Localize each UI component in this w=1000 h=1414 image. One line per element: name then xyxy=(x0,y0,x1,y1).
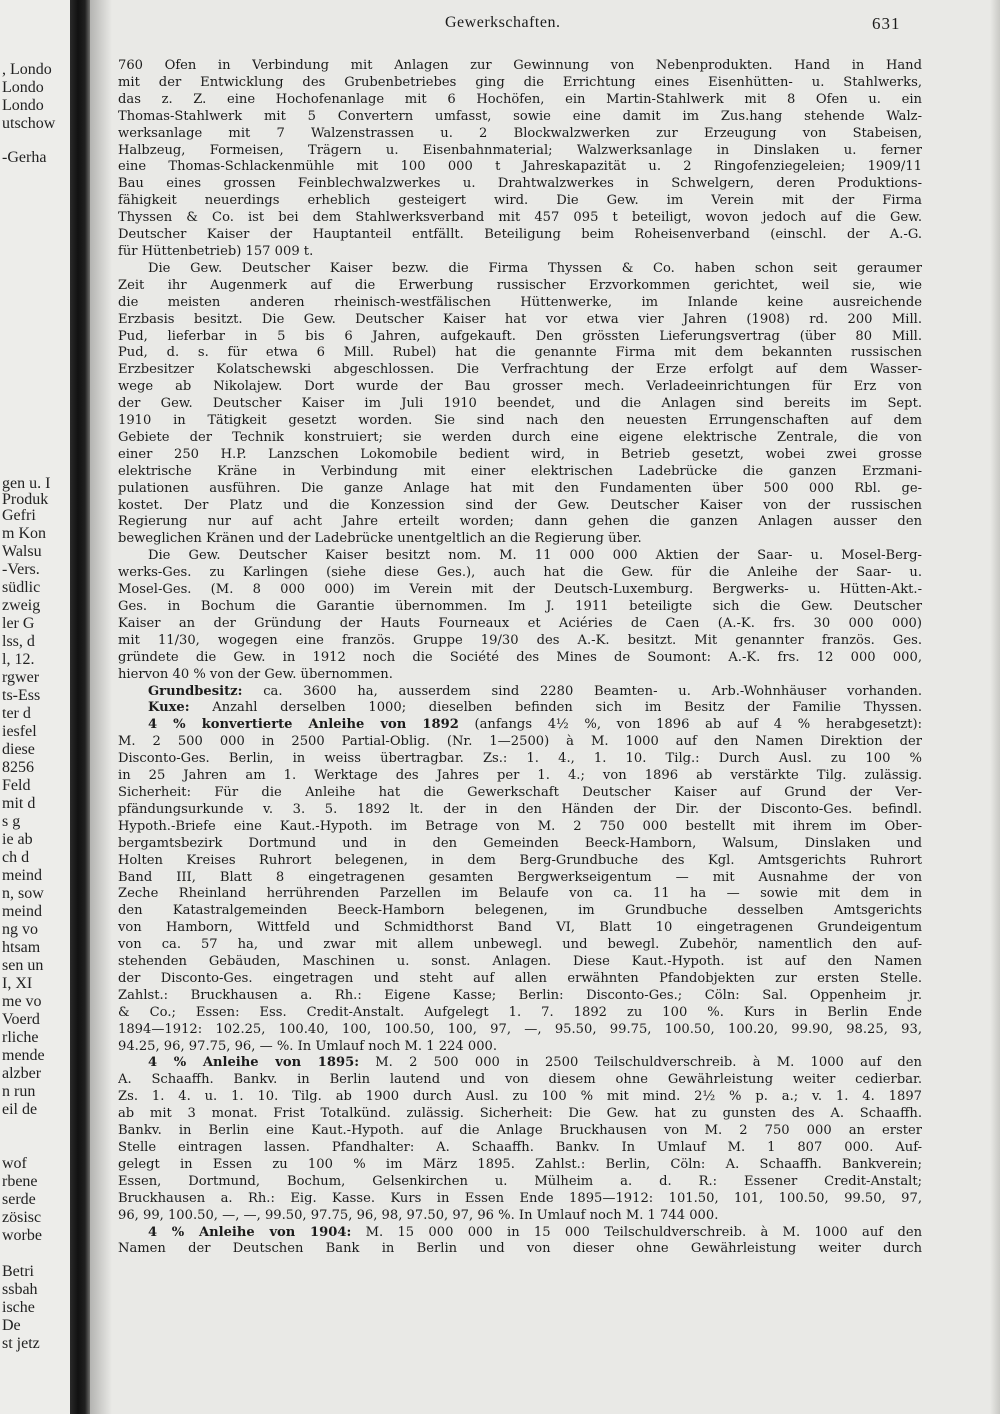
margin-fragment: zösisc xyxy=(2,1210,42,1226)
text-line xyxy=(118,751,922,768)
page-edge-shadow xyxy=(990,0,1000,1414)
text-line xyxy=(118,531,922,548)
line-text: Zeit ihr Augenmerk auf die Erwerbung russischer Erzvorkommen gerichtet, weil sie, wie xyxy=(118,277,922,293)
margin-fragment: iesfel xyxy=(2,724,37,740)
line-text: Zeche Rheinland herrührenden Parzellen im Belaufe von ca. 11 ha — sowie mit dem in xyxy=(118,886,922,902)
line-text: von ca. 57 ha, und zwar mit allem unbewegl. und bewegl. Zubehör, namentlich den auf- xyxy=(118,937,922,953)
text-line xyxy=(118,819,922,836)
margin-fragment: eil de xyxy=(2,1102,38,1118)
line-text: Die Gew. Deutscher Kaiser bezw. die Firma Thyssen & Co. haben schon seit geraumer xyxy=(148,260,922,276)
line-text: Regierung nur auf acht Jahre erteilt worden; dann gehen die ganzen Anlagen ausser den xyxy=(118,514,922,530)
text-line xyxy=(118,176,922,193)
line-text: eine Thomas-Schlackenmühle mit 100 000 t Jahreskapazität u. 2 Ringofenziegeleien; 1909/11 xyxy=(118,159,922,175)
line-text: Essen, Dortmund, Bochum, Gelsenkirchen u. Mülheim a. d. R.: Essener Credit-Anstalt; xyxy=(118,1173,922,1189)
line-text: kostet. Der Platz und die Konzession sind der Gew. Deutscher Kaiser von der russischen xyxy=(118,497,922,513)
margin-fragment: , Londo xyxy=(2,62,52,78)
line-text: gründete die Gew. in 1912 noch die Société des Mines de Soumont: A.-K. frs. 12 000 000, xyxy=(118,649,922,665)
line-text: Thyssen & Co. ist bei dem Stahlwerksverband mit 457 095 t beteiligt, wovon jedoch auf die Gew. xyxy=(118,210,922,226)
text-line xyxy=(118,126,922,143)
margin-fragment: ler G xyxy=(2,616,35,632)
margin-fragment: -Vers. xyxy=(2,562,40,578)
margin-fragment: Gefri xyxy=(2,508,36,524)
text-line xyxy=(118,278,922,295)
margin-fragment: zweig xyxy=(2,598,41,614)
line-text: Pud, d. s. für etwa 6 Mill. Rubel) hat die genannte Firma mit dem bekannten russischen xyxy=(118,345,922,361)
line-text: mit 11/30, wogegen eine französ. Gruppe 19/30 des A.-K. besitzt. Mit genannter französ. Ges. xyxy=(118,632,922,648)
previous-page-margin xyxy=(0,0,70,1414)
text-line xyxy=(118,1174,922,1191)
margin-fragment: Londo xyxy=(2,80,44,96)
text-line xyxy=(118,870,922,887)
section-heading: 4 % Anleihe von 1904: xyxy=(148,1224,352,1240)
line-text: Bankv. in Berlin eine Kaut.-Hypoth. auf die Anlage Bruckhausen von M. 2 750 000 an erster xyxy=(118,1123,922,1139)
text-line xyxy=(118,1005,922,1022)
text-line xyxy=(118,1191,922,1208)
text-line xyxy=(118,1106,922,1123)
line-text: 1894—1912: 102.25, 100.40, 100, 100.50, 100, 97, —, 95.50, 99.75, 100.50, 100.20, 99.90, 98.25, 93, xyxy=(118,1021,922,1037)
text-line xyxy=(118,481,922,498)
margin-fragment: Londo xyxy=(2,98,44,114)
line-text: fähigkeit neuerdings erheblich gesteigert wird. Die Gew. im Verein mit der Firma xyxy=(118,193,922,209)
line-text: Erzbesitzer Kolatschewski abgeschlossen. Die Verfrachtung der Erze erfolgt auf dem Wasser- xyxy=(118,362,922,378)
text-line xyxy=(118,447,922,464)
text-line xyxy=(118,413,922,430)
line-text: 96, 99, 100.50, —, —, 99.50, 97.75, 96, 98, 97.50, 97, 96 %. In Umlauf noch M. 1 744 000. xyxy=(118,1207,719,1223)
text-line xyxy=(118,379,922,396)
margin-fragment: ng vo xyxy=(2,922,38,938)
margin-fragment: Betri xyxy=(2,1264,34,1280)
text-line xyxy=(118,971,922,988)
margin-fragment: alzber xyxy=(2,1066,42,1082)
line-text: ca. 3600 ha, ausserdem sind 2280 Beamten- u. Arb.-Wohnhäuser vorhanden. xyxy=(242,683,922,699)
line-text: einer 250 H.P. Lanzschen Lokomobile bedient wird, in Betrieb gesetzt, wobei zwei grosse xyxy=(118,446,922,462)
line-text: in 25 Jahren am 1. Werktage des Jahres per 1. 4.; von 1896 ab verstärkte Tilg. zulässig. xyxy=(118,768,922,784)
text-line xyxy=(118,514,922,531)
line-text: pfändungsurkunde v. 3. 5. 1892 lt. der in den Händen der Dir. der Disconto-Ges. befindl. xyxy=(118,801,922,817)
line-text: bergamtsbezirk Dortmund und in den Gemeinden Beeck-Hamborn, Walsum, Dinslaken und xyxy=(118,835,922,851)
margin-fragment: -Gerha xyxy=(2,150,47,166)
text-line xyxy=(118,734,922,751)
line-text: 1910 in Tätigkeit gesetzt worden. Sie sind nach den neuesten Errungenschaften auf dem xyxy=(118,413,922,429)
line-text: ab mit 3 monat. Frist Totalkünd. zulässig. Sicherheit: Die Gew. hat zu gunsten des A. Schaaffh. xyxy=(118,1106,922,1122)
margin-fragment: st jetz xyxy=(2,1336,40,1352)
margin-fragment: mit d xyxy=(2,796,36,812)
line-text: Anzahl derselben 1000; dieselben befinden sich im Besitz der Familie Thyssen. xyxy=(189,700,922,716)
margin-fragment: s g xyxy=(2,814,21,830)
line-text: für Hüttenbetrieb) 157 009 t. xyxy=(118,243,314,259)
margin-fragment: n run xyxy=(2,1084,36,1100)
text-line xyxy=(118,802,922,819)
text-line xyxy=(118,244,922,261)
line-text: Pud, lieferbar in 5 bis 6 Jahren, aufgekauft. Den grössten Lieferungsvertrag (über 80 Mill. xyxy=(118,328,922,344)
line-text: 760 Öfen in Verbindung mit Anlagen zur Gewinnung von Nebenprodukten. Hand in Hand xyxy=(118,58,922,73)
margin-fragment: utschow xyxy=(2,116,56,132)
text-line xyxy=(118,1140,922,1157)
margin-fragment: Walsu xyxy=(2,544,42,560)
line-text: Namen der Deutschen Bank in Berlin und von dieser ohne Gewährleistung weiter durch xyxy=(118,1241,922,1257)
margin-fragment: n, sow xyxy=(2,886,44,902)
section-heading: Kuxe: xyxy=(148,700,190,716)
text-line xyxy=(118,650,922,667)
margin-fragment: rbene xyxy=(2,1174,38,1190)
margin-fragment: ische xyxy=(2,1300,35,1316)
margin-fragment: I, XI xyxy=(2,976,33,992)
line-text: Gebiete der Technik konstruiert; sie werden durch eine eigene elektrische Zentrale, die von xyxy=(118,429,922,445)
line-text: pulationen ausführen. Die ganze Anlage hat mit den Fundamenten über 500 000 Rbl. ge- xyxy=(118,480,922,496)
text-line xyxy=(118,345,922,362)
line-text: Bau eines grossen Feinblechwalzwerkes u. Drahtwalzwerkes in Schwelgern, deren Produktions- xyxy=(118,176,922,192)
line-text: M. 2 500 000 in 2500 Partial-Oblig. (Nr. 1—2500) à M. 1000 auf den Namen Direktion der xyxy=(118,734,922,750)
text-line xyxy=(118,1157,922,1174)
line-text: Erzbasis besitzt. Die Gew. Deutscher Kaiser hat vor etwa vier Jahren (1908) rd. 200 Mill. xyxy=(118,311,922,327)
section-heading: Grundbesitz: xyxy=(148,683,243,699)
running-head: Gewerkschaften. xyxy=(445,14,561,31)
line-text: Holten Kreises Ruhrort belegenen, in dem Berg-Grundbuche des Kgl. Amtsgerichts Ruhrort xyxy=(118,852,922,868)
text-line xyxy=(118,886,922,903)
line-text: & Co.; Essen: Ess. Credit-Anstalt. Aufgelegt 1. 7. 1892 zu 100 %. Kurs in Berlin Ende xyxy=(118,1004,922,1020)
text-line xyxy=(118,920,922,937)
margin-fragment: Voerd xyxy=(2,1012,40,1028)
text-line xyxy=(118,717,922,734)
body-text xyxy=(118,58,922,1258)
margin-fragment: serde xyxy=(2,1192,36,1208)
margin-fragment: rgwer xyxy=(2,670,40,686)
text-line xyxy=(118,396,922,413)
margin-fragment: ter d xyxy=(2,706,31,722)
text-line xyxy=(118,193,922,210)
text-line xyxy=(118,684,922,701)
text-line xyxy=(118,700,922,717)
line-text: der Disconto-Ges. eingetragen und steht auf allen erwähnten Pfandobjekten zur ersten Stelle. xyxy=(118,970,922,986)
text-line xyxy=(118,329,922,346)
line-text: (anfangs 4½ %, von 1896 ab auf 4 % herabgesetzt): xyxy=(458,717,922,733)
margin-fragment: worbe xyxy=(2,1228,42,1244)
section-heading: 4 % konvertierte Anleihe von 1892 xyxy=(148,717,459,733)
margin-fragment: diese xyxy=(2,742,35,758)
text-line xyxy=(118,616,922,633)
text-line xyxy=(118,143,922,160)
line-text: Disconto-Ges. Berlin, in weiss übertragbar. Zs.: 1. 4., 1. 10. Tilg.: Durch Ausl. zu 100 % xyxy=(118,751,922,767)
margin-fragment: Feld xyxy=(2,778,31,794)
line-text: von Hamborn, Wittfeld und Schmidthorst Band VI, Blatt 10 eingetragenen Grundeigentum xyxy=(118,920,922,936)
section-heading: 4 % Anleihe von 1895: xyxy=(148,1055,360,1071)
line-text: 94.25, 96, 97.75, 96, — %. In Umlauf noch M. 1 224 000. xyxy=(118,1038,498,1054)
text-line xyxy=(118,58,922,75)
text-line xyxy=(118,295,922,312)
text-line xyxy=(118,954,922,971)
text-line xyxy=(118,362,922,379)
line-text: den Katastralgemeinden Beeck-Hamborn belegenen, im Grundbuche desselben Amtsgerichts xyxy=(118,903,922,919)
line-text: wege ab Nikolajew. Dort wurde der Bau grosser mech. Verladeeinrichtungen für Erz von xyxy=(118,379,922,395)
line-text: Stelle eintragen lassen. Pfandhalter: A. Schaaffh. Bankv. In Umlauf M. 1 807 000. Auf- xyxy=(118,1140,922,1155)
margin-fragment: sen un xyxy=(2,958,44,974)
text-line xyxy=(118,599,922,616)
text-line xyxy=(118,1208,922,1225)
line-text: M. 2 500 000 in 2500 Teilschuldverschreib. à M. 1000 auf den xyxy=(359,1055,922,1071)
line-text: Die Gew. Deutscher Kaiser besitzt nom. M. 11 000 000 Aktien der Saar- u. Mosel-Berg- xyxy=(148,548,922,564)
line-text: der Gew. Deutscher Kaiser im Juli 1910 beendet, und die Anlagen sind bereits im Sept. xyxy=(118,396,922,412)
margin-fragment: südlic xyxy=(2,580,41,596)
line-text: Halbzeug, Formeisen, Trägern u. Eisenbahnmaterial; Walzwerksanlage in Dinslaken u. ferner xyxy=(118,142,922,158)
text-line xyxy=(118,1225,922,1242)
text-line xyxy=(118,785,922,802)
line-text: stehenden Gebäuden, Maschinen u. sonst. Anlagen. Diese Kaut.-Hypoth. ist auf den Namen xyxy=(118,954,922,970)
line-text: Bruckhausen a. Rh.: Eig. Kasse. Kurs in Essen Ende 1895—1912: 101.50, 101, 100.50, 99.50, 97, xyxy=(118,1190,922,1206)
text-line xyxy=(118,582,922,599)
margin-fragment: meind xyxy=(2,904,42,920)
margin-fragment: De xyxy=(2,1318,21,1334)
text-line xyxy=(118,464,922,481)
text-line xyxy=(118,1241,922,1258)
margin-fragment: gen u. I xyxy=(2,476,51,492)
text-line xyxy=(118,92,922,109)
book-gutter-shadow xyxy=(70,0,90,1414)
margin-fragment: mende xyxy=(2,1048,45,1064)
text-line xyxy=(118,430,922,447)
line-text: M. 15 000 000 in 15 000 Teilschuldverschreib. à M. 1000 auf den xyxy=(351,1224,922,1240)
text-line xyxy=(118,109,922,126)
text-line xyxy=(118,633,922,650)
line-text: Thomas-Stahlwerk mit 5 Convertern umfasst, sowie eine damit im Zus.hang stehende Walz- xyxy=(118,108,922,124)
text-line xyxy=(118,937,922,954)
text-line xyxy=(118,768,922,785)
line-text: das z. Z. eine Hochofenanlage mit 6 Hochöfen, ein Martin-Stahlwerk mit 8 Öfen u. ein xyxy=(118,91,922,107)
text-line xyxy=(118,1022,922,1039)
text-line xyxy=(118,227,922,244)
line-text: mit der Entwicklung des Grubenbetriebes ging die Errichtung eines Eisenhütten- u. Stahlwerks, xyxy=(118,74,922,90)
line-text: Zahlst.: Bruckhausen a. Rh.: Eigene Kasse; Berlin: Disconto-Ges.; Cöln: Sal. Oppenheim jr. xyxy=(118,987,922,1003)
margin-fragment: wof xyxy=(2,1156,27,1172)
text-line xyxy=(118,261,922,278)
line-text: Deutscher Kaiser der Hauptanteil entfällt. Beteiligung beim Roheisenverband (einschl. der A.-G. xyxy=(118,227,922,243)
line-text: beweglichen Kränen und der Ladebrücke unentgeltlich an die Regierung über. xyxy=(118,531,642,547)
margin-fragment: lss, d xyxy=(2,634,35,650)
margin-fragment: htsam xyxy=(2,940,41,956)
text-line xyxy=(118,667,922,684)
text-line xyxy=(118,853,922,870)
line-text: hiervon 40 % von der Gew. übernommen. xyxy=(118,666,393,682)
text-line xyxy=(118,312,922,329)
margin-fragment: l, 12. xyxy=(2,652,35,668)
line-text: Sicherheit: Für die Anleihe hat die Gewerkschaft Deutscher Kaiser auf Grund der Ver- xyxy=(118,784,922,800)
text-line xyxy=(118,1055,922,1072)
line-text: Mosel-Ges. (M. 8 000 000) im Verein mit der Deutsch-Luxemburg. Bergwerks- u. Hütten-Akt.- xyxy=(118,582,922,598)
text-line xyxy=(118,1123,922,1140)
line-text: elektrische Kräne in Verbindung mit einer elektrischen Ladebrücke die ganzen Erzmani- xyxy=(118,463,922,479)
text-line xyxy=(118,565,922,582)
text-line xyxy=(118,498,922,515)
line-text: Zs. 1. 4. u. 1. 10. Tilg. ab 1900 durch Ausl. zu 100 % mit mind. 2½ % p. a.; v. 1. 4. 1897 xyxy=(118,1089,922,1105)
margin-fragment: ie ab xyxy=(2,832,33,848)
text-line xyxy=(118,210,922,227)
line-text: die meisten anderen rheinisch-westfälischen Hüttenwerke, im Inlande keine ausreichende xyxy=(118,294,922,310)
line-text: A. Schaaffh. Bankv. in Berlin lautend und von diesem ohne Gewährleistung weiter cedierbar. xyxy=(118,1072,922,1088)
text-line xyxy=(118,1072,922,1089)
margin-fragment: Produk xyxy=(2,492,49,508)
line-text: werksanlage mit 7 Walzenstrassen u. 2 Blockwalzwerken zur Erzeugung von Stabeisen, xyxy=(118,125,922,141)
gutter-fade xyxy=(90,0,112,1414)
margin-fragment: meind xyxy=(2,868,42,884)
page-header xyxy=(118,14,918,38)
text-line xyxy=(118,903,922,920)
text-line xyxy=(118,75,922,92)
text-line xyxy=(118,1089,922,1106)
margin-fragment: ts-Ess xyxy=(2,688,41,704)
margin-fragment: rliche xyxy=(2,1030,39,1046)
page-number: 631 xyxy=(872,14,901,33)
margin-fragment: ssbah xyxy=(2,1282,38,1298)
line-text: gelegt in Essen zu 100 % im März 1895. Zahlst.: Berlin, Cöln: A. Schaaffh. Bankverein; xyxy=(118,1156,922,1172)
line-text: Ges. in Bochum die Garantie übernommen. Im J. 1911 beteiligte sich die Gew. Deutscher xyxy=(118,599,922,614)
line-text: Band III, Blatt 8 eingetragenen gesamten Bergwerkseigentum — mit Ausnahme der von xyxy=(118,869,922,885)
text-line xyxy=(118,988,922,1005)
text-line xyxy=(118,159,922,176)
text-line xyxy=(118,836,922,853)
margin-fragment: 8256 xyxy=(2,760,34,776)
text-line xyxy=(118,548,922,565)
margin-fragment: m Kon xyxy=(2,526,46,542)
margin-fragment: me vo xyxy=(2,994,42,1010)
line-text: Kaiser an der Gründung der Hauts Fourneaux et Aciéries de Caen (A.-K. frs. 30 000 000) xyxy=(118,615,922,631)
text-line xyxy=(118,1039,922,1056)
line-text: werks-Ges. zu Karlingen (siehe diese Ges.), auch hat die Gew. für die Anleihe der Saar- u. xyxy=(118,565,922,581)
margin-fragment: ch d xyxy=(2,850,30,866)
line-text: Hypoth.-Briefe eine Kaut.-Hypoth. im Betrage von M. 2 750 000 bestellt mit ihrem im Ober- xyxy=(118,818,922,834)
